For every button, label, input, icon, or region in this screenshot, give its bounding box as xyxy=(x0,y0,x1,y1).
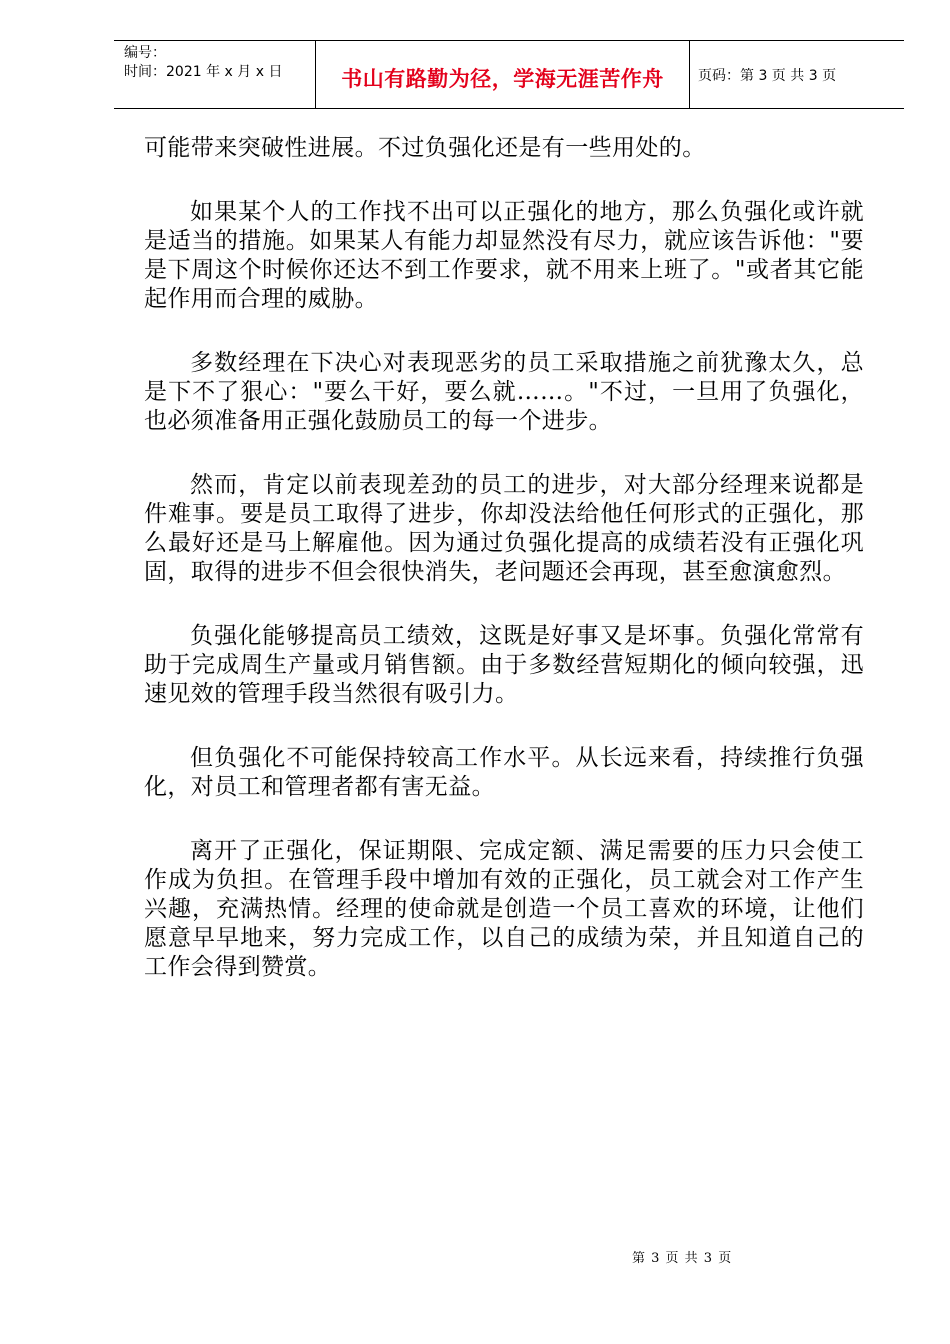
header-page-cell xyxy=(690,41,904,108)
page-footer xyxy=(632,1247,732,1266)
footer-page-number: 第 3 页 共 3 页 xyxy=(632,1251,733,1266)
document-header xyxy=(114,40,904,109)
paragraph: 然而，肯定以前表现差劲的员工的进步，对大部分经理来说都是件难事。要是员工取得了进步，你却没法给他任何形式的正强化，那么最好还是马上解雇他。因为通过负强化提高的成绩若没有正强化巩固，取得的进步不但会很快消失，老问题还会再现，甚至愈演愈烈。 xyxy=(144,472,864,585)
paragraph: 离开了正强化，保证期限、完成定额、满足需要的压力只会使工作成为负担。在管理手段中增加有效的正强化，员工就会对工作产生兴趣，充满热情。经理的使命就是创造一个员工喜欢的环境，让他们愿意早早地来，努力完成工作，以自己的成绩为荣，并且知道自己的工作会得到赞赏。 xyxy=(144,838,864,980)
paragraph: 如果某个人的工作找不出可以正强化的地方，那么负强化或许就是适当的措施。如果某人有能力却显然没有尽力，就应该告诉他："要是下周这个时候你还达不到工作要求，就不用来上班了。"或者其它能起作用而合理的威胁。 xyxy=(144,199,864,312)
paragraph-continued: 可能带来突破性进展。不过负强化还是有一些用处的。 xyxy=(144,135,706,161)
document-body xyxy=(144,134,864,1017)
motto-text: 书山有路勤为径，学海无涯苦作舟 xyxy=(341,67,664,91)
number-label: 编号： xyxy=(124,45,166,61)
paragraph: 负强化能够提高员工绩效，这既是好事又是坏事。负强化常常有助于完成周生产量或月销售额。由于多数经营短期化的倾向较强，迅速见效的管理手段当然很有吸引力。 xyxy=(144,623,864,707)
header-motto-cell xyxy=(316,41,690,108)
page-info: 页码：第 3 页 共 3 页 xyxy=(698,68,837,84)
time-label: 时间：2021 年 x 月 x 日 xyxy=(124,64,283,80)
paragraph: 多数经理在下决心对表现恶劣的员工采取措施之前犹豫太久，总是下不了狠心："要么干好，要么就……。"不过，一旦用了负强化，也必须准备用正强化鼓励员工的每一个进步。 xyxy=(144,350,864,434)
header-meta-cell xyxy=(114,41,316,108)
paragraph: 但负强化不可能保持较高工作水平。从长远来看，持续推行负强化，对员工和管理者都有害无益。 xyxy=(144,745,864,800)
